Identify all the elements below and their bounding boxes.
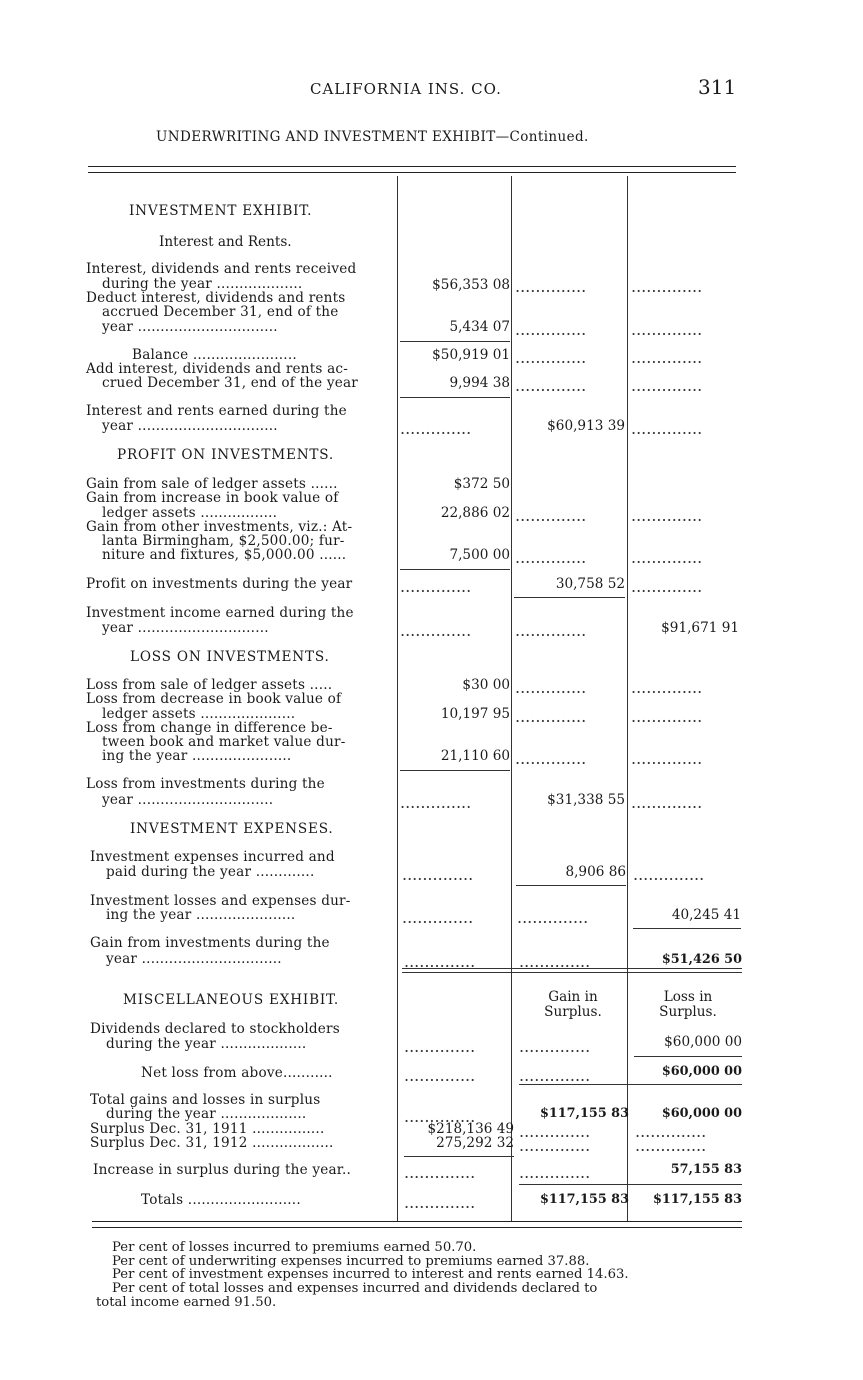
loss-change-label-1: Loss from change in difference be- [86,720,333,736]
leader-dots: .............. [517,908,589,927]
leader-dots: .............. [515,376,587,395]
leader-dots: .............. [515,749,587,768]
leader-dots: .............. [400,577,472,596]
expenses-gain-value: $51,426 50 [661,952,742,967]
received-value: $56,353 08 [432,277,510,293]
profit-other-value: 7,500 00 [449,547,510,563]
column-divider-1 [397,176,398,1221]
income-label-1: Investment income earned during the [86,605,354,621]
dividends-value: $60,000 00 [664,1034,742,1050]
loss-column-header-2: Surplus. [659,1004,717,1020]
leader-dots: .............. [515,348,587,367]
deduct-value: 5,434 07 [449,319,510,335]
deduct-label-1: Deduct interest, dividends and rents [86,290,346,306]
leader-dots: .............. [631,376,703,395]
page-number: 311 [698,75,737,99]
leader-dots: .............. [404,1107,476,1126]
leader-dots: .............. [404,1037,476,1056]
loss-total-value: $31,338 55 [547,792,625,808]
leader-dots: .............. [404,1193,476,1212]
subtotal-rule [519,1184,742,1185]
page-subtitle: UNDERWRITING AND INVESTMENT EXHIBIT—Continued. [156,129,589,145]
footnote: total income earned 91.50. [96,1295,277,1310]
profit-total-label: Profit on investments during the year [86,576,353,592]
loss-book-label-1: Loss from decrease in book value of [86,691,342,707]
footnote: Per cent of underwriting expenses incurred to premiums earned 37.88. [112,1254,590,1269]
total-gains-loss-value: $60,000 00 [661,1106,742,1121]
leader-dots: .............. [631,506,703,525]
received-label-1: Interest, dividends and rents received [86,261,357,277]
surplus-1911-value: $218,136 49 [427,1121,514,1137]
profit-book-label-2: ledger assets ................. [102,505,278,521]
leader-dots: .............. [515,277,587,296]
increase-label: Increase in surplus during the year.. [93,1162,352,1178]
totals-label: Totals ......................... [141,1192,301,1208]
profit-sale-value: $372 50 [453,476,510,492]
leader-dots: .............. [400,621,472,640]
loss-book-label-2: ledger assets ..................... [102,706,296,722]
bottom-rule-1 [92,1221,742,1222]
balance-value: $50,919 01 [432,347,510,363]
interest-heading: Interest and Rents. [159,234,292,250]
loss-total-label-2: year .............................. [102,792,274,808]
gain-column-header-2: Surplus. [544,1004,602,1020]
leader-dots: .............. [631,320,703,339]
totals-gain-value: $117,155 83 [539,1192,629,1207]
footnote: Per cent of losses incurred to premiums earned 50.70. [112,1240,477,1255]
loss-change-value: 21,110 60 [440,748,510,764]
total-gains-label-2: during the year ................... [106,1106,307,1122]
leader-dots: .............. [631,678,703,697]
expenses-heading: INVESTMENT EXPENSES. [130,821,334,837]
leader-dots: .............. [631,793,703,812]
leader-dots: .............. [633,865,705,884]
earned-label-1: Interest and rents earned during the [86,403,347,419]
profit-book-value: 22,886 02 [440,505,510,521]
page-title: CALIFORNIA INS. CO. [310,80,502,98]
leader-dots: .............. [404,952,476,971]
leader-dots: .............. [631,749,703,768]
balance-label: Balance ....................... [132,347,297,363]
expenses-incurred-label-1: Investment expenses incurred and [90,849,335,865]
leader-dots: .............. [631,277,703,296]
expenses-losses-label-2: ing the year ...................... [106,907,296,923]
leader-dots: .............. [631,348,703,367]
misc-heading: MISCELLANEOUS EXHIBIT. [123,992,340,1008]
totals-loss-value: $117,155 83 [652,1192,742,1207]
column-divider-2 [511,176,512,1221]
leader-dots: .............. [402,908,474,927]
subtotal-rule [400,569,510,570]
leader-dots: .............. [519,1037,591,1056]
subtotal-rule [516,885,626,886]
subtotal-rule [400,341,510,342]
profit-total-value: 30,758 52 [555,576,625,592]
deduct-label-2: accrued December 31, end of the [102,304,339,320]
leader-dots: .............. [635,1122,707,1141]
increase-value: 57,155 83 [670,1162,742,1177]
expenses-losses-label-1: Investment losses and expenses dur- [90,893,351,909]
expenses-incurred-value: 8,906 86 [565,864,626,880]
expenses-losses-value: 40,245 41 [671,907,741,923]
profit-other-label-2: lanta Birmingham, $2,500.00; fur- [102,533,345,549]
section-rule-2 [402,972,742,973]
leader-dots: .............. [515,707,587,726]
leader-dots: .............. [400,419,472,438]
loss-book-value: 10,197 95 [440,706,510,722]
footnote: Per cent of investment expenses incurred to interest and rents earned 14.63. [112,1267,629,1282]
deduct-label-3: year ............................... [102,319,278,335]
column-divider-3 [627,176,628,1221]
netloss-value: $60,000 00 [661,1064,742,1079]
subtotal-rule [404,1156,514,1157]
dividends-label-2: during the year ................... [106,1036,307,1052]
surplus-1912-label: Surplus Dec. 31, 1912 .................. [90,1135,334,1151]
income-value: $91,671 91 [661,620,739,636]
earned-value: $60,913 39 [547,418,625,434]
loss-total-label-1: Loss from investments during the [86,776,325,792]
leader-dots: .............. [515,678,587,697]
leader-dots: .............. [519,1136,591,1155]
gain-column-header-1: Gain in [548,989,598,1005]
profit-heading: PROFIT ON INVESTMENTS. [117,447,335,463]
total-gains-gain-value: $117,155 83 [539,1106,629,1121]
loss-change-label-2: tween book and market value dur- [102,734,346,750]
leader-dots: .............. [631,548,703,567]
leader-dots: .............. [515,548,587,567]
expenses-gain-label-1: Gain from investments during the [90,935,330,951]
leader-dots: .............. [631,419,703,438]
loss-heading: LOSS ON INVESTMENTS. [130,649,330,665]
subtotal-rule [400,397,510,398]
loss-change-label-3: ing the year ...................... [102,748,292,764]
profit-other-label-1: Gain from other investments, viz.: At- [86,519,353,535]
netloss-label: Net loss from above........... [141,1065,333,1081]
profit-other-label-3: niture and fixtures, $5,000.00 ...... [102,547,347,563]
loss-sale-label: Loss from sale of ledger assets ..... [86,677,333,693]
leader-dots: .............. [635,1136,707,1155]
leader-dots: .............. [515,621,587,640]
subtotal-rule [514,597,625,598]
loss-column-header-1: Loss in [663,989,713,1005]
leader-dots: .............. [515,506,587,525]
leader-dots: .............. [519,952,591,971]
investment-heading: INVESTMENT EXHIBIT. [129,203,313,219]
leader-dots: .............. [631,577,703,596]
leader-dots: .............. [515,320,587,339]
add-value: 9,994 38 [449,375,510,391]
footnote: Per cent of total losses and expenses incurred and dividends declared to [112,1281,598,1296]
leader-dots: .............. [402,865,474,884]
expenses-gain-label-2: year ............................... [106,951,282,967]
profit-sale-label: Gain from sale of ledger assets ...... [86,476,338,492]
surplus-1911-label: Surplus Dec. 31, 1911 ................ [90,1121,325,1137]
earned-label-2: year ............................... [102,418,278,434]
add-label-1: Add interest, dividends and rents ac- [86,361,349,377]
add-label-2: crued December 31, end of the year [102,375,359,391]
leader-dots: .............. [404,1163,476,1182]
leader-dots: .............. [519,1066,591,1085]
leader-dots: .............. [404,1066,476,1085]
leader-dots: .............. [519,1163,591,1182]
top-rule-2 [88,172,736,173]
leader-dots: .............. [631,707,703,726]
income-label-2: year ............................. [102,620,269,636]
profit-book-label-1: Gain from increase in book value of [86,490,339,506]
subtotal-rule [400,770,510,771]
total-gains-label-1: Total gains and losses in surplus [90,1092,321,1108]
section-rule-1 [402,968,742,969]
bottom-rule-2 [92,1227,742,1228]
received-label-2: during the year ................... [102,276,303,292]
subtotal-rule [634,1056,742,1057]
dividends-label-1: Dividends declared to stockholders [90,1021,340,1037]
surplus-1912-value: 275,292 32 [436,1135,514,1151]
loss-sale-value: $30 00 [462,677,510,693]
leader-dots: .............. [519,1122,591,1141]
subtotal-rule [519,1084,742,1085]
leader-dots: .............. [400,793,472,812]
expenses-incurred-label-2: paid during the year ............. [106,864,315,880]
top-rule-1 [88,166,736,167]
subtotal-rule [633,928,741,929]
